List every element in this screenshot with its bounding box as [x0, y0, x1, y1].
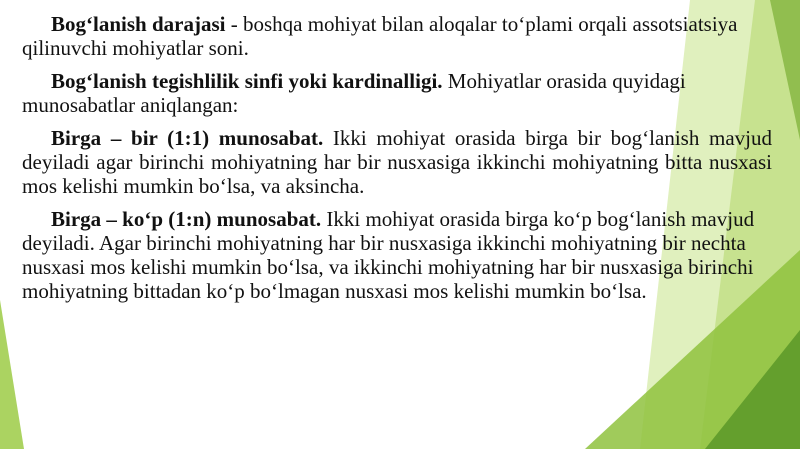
term-heading: Bog‘lanish tegishlilik sinfi yoki kardinalligi. [51, 69, 443, 93]
term-heading: Birga – ko‘p (1:n) munosabat. [51, 207, 322, 231]
left-accent-stripe [0, 300, 24, 449]
paragraph-degree [22, 12, 772, 60]
paragraph-one-to-many [22, 207, 772, 303]
term-heading: Bog‘lanish darajasi [51, 12, 226, 36]
paragraph-text: - boshqa mohiyat bilan aloqalar to‘plami orqali assotsiatsiya qilinuvchi mohiyatlar soni. [22, 12, 738, 60]
paragraph-text: Mohiyatlar orasida quyidagi munosabatlar aniqlangan: [22, 69, 686, 117]
paragraph-text: Ikki mohiyat orasida birga bir bog‘lanish mavjud deyiladi agar birinchi mohiyatning har bir nusxasiga ikkinchi mohiyatning bitta nusxasi mos kelishi mumkin bo‘lsa, va aksincha. [22, 126, 772, 198]
slide-body [22, 12, 772, 312]
paragraph-text: Ikki mohiyat orasida birga ko‘p bog‘lanish mavjud deyiladi. Agar birinchi mohiyatning har bir nusxasiga ikkinchi mohiyatning bir nechta nusxasi mos kelishi mumkin bo‘lsa, va ikkinchi mohiyatning har bir nusxasiga birinchi mohiyatning bittadan ko‘p bo‘lmagan nusxasi mos kelishi mumkin bo‘lsa. [22, 207, 755, 303]
paragraph-one-to-one [22, 126, 772, 198]
paragraph-cardinality [22, 69, 772, 117]
term-heading: Birga – bir (1:1) munosabat. [51, 126, 324, 150]
